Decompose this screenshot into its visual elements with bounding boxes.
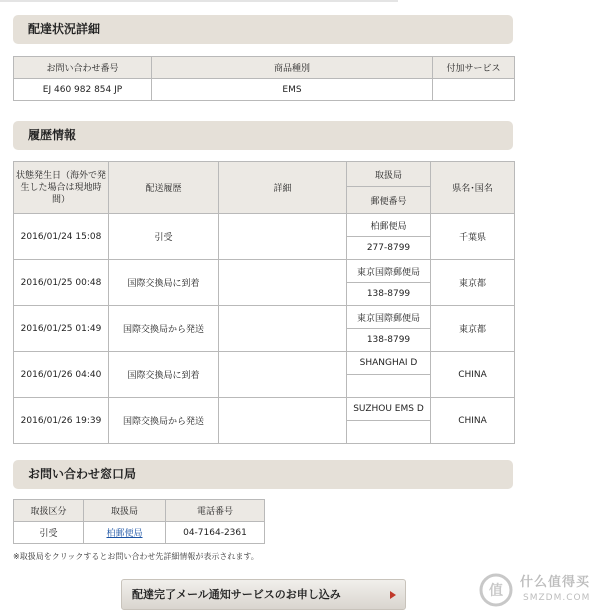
contact-office-cell — [84, 522, 166, 544]
history-status: 国際交換局に到着 — [109, 352, 219, 398]
contact-category: 引受 — [14, 522, 84, 544]
header-item-type: 商品種別 — [152, 57, 433, 79]
history-detail — [219, 260, 347, 306]
history-postal: 138-8799 — [347, 283, 431, 306]
header-office: 取扱局 — [347, 162, 431, 187]
history-detail — [219, 398, 347, 444]
header-date: 状態発生日（海外で発生した場合は現地時間） — [14, 162, 109, 214]
history-date: 2016/01/26 04:40 — [14, 352, 109, 398]
contact-table — [13, 499, 265, 544]
history-status: 国際交換局に到着 — [109, 260, 219, 306]
contact-phone: 04-7164-2361 — [166, 522, 265, 544]
smzdm-logo-icon — [474, 571, 518, 609]
header-detail: 詳細 — [219, 162, 347, 214]
office-note: ※取扱局をクリックするとお問い合わせ先詳細情報が表示されます。 — [13, 552, 259, 561]
header-phone: 電話番号 — [166, 500, 265, 522]
additional-service — [433, 79, 515, 101]
history-detail — [219, 214, 347, 260]
svg-text:值: 值 — [489, 583, 503, 599]
watermark-text: 什么值得买 — [520, 575, 591, 590]
header-status: 配送履歴 — [109, 162, 219, 214]
contact-header: お問い合わせ窓口局 — [13, 460, 513, 489]
tracking-number: EJ 460 982 854 JP — [14, 79, 152, 101]
history-status: 引受 — [109, 214, 219, 260]
history-header: 履歴情報 — [13, 121, 513, 150]
header-region: 県名･国名 — [431, 162, 515, 214]
history-postal — [347, 375, 431, 398]
history-region: 東京都 — [431, 306, 515, 352]
office-link[interactable]: 柏郵便局 — [106, 529, 143, 539]
delivery-detail-table — [13, 56, 515, 101]
mail-notification-label: 配達完了メール通知サービスのお申し込み — [132, 588, 341, 601]
history-region: 東京都 — [431, 260, 515, 306]
history-office: SUZHOU EMS D — [347, 398, 431, 421]
history-detail — [219, 306, 347, 352]
header-additional-service: 付加サービス — [433, 57, 515, 79]
history-date: 2016/01/25 01:49 — [14, 306, 109, 352]
history-office: SHANGHAI D — [347, 352, 431, 375]
history-date: 2016/01/26 19:39 — [14, 398, 109, 444]
history-postal: 138-8799 — [347, 329, 431, 352]
top-divider — [0, 0, 398, 2]
history-postal — [347, 421, 431, 444]
history-office: 柏郵便局 — [347, 214, 431, 237]
history-office: 東京国際郵便局 — [347, 260, 431, 283]
header-contact-office: 取扱局 — [84, 500, 166, 522]
header-postal: 郵便番号 — [347, 187, 431, 214]
history-status: 国際交換局から発送 — [109, 306, 219, 352]
item-type: EMS — [152, 79, 433, 101]
watermark-subtext: SMZDM.COM — [523, 593, 591, 603]
history-office: 東京国際郵便局 — [347, 306, 431, 329]
history-postal: 277-8799 — [347, 237, 431, 260]
history-date: 2016/01/24 15:08 — [14, 214, 109, 260]
history-status: 国際交換局から発送 — [109, 398, 219, 444]
history-table — [13, 161, 515, 444]
history-region: CHINA — [431, 398, 515, 444]
history-date: 2016/01/25 00:48 — [14, 260, 109, 306]
header-inquiry-number: お問い合わせ番号 — [14, 57, 152, 79]
history-region: 千葉県 — [431, 214, 515, 260]
delivery-detail-header: 配達状況詳細 — [13, 15, 513, 44]
history-detail — [219, 352, 347, 398]
mail-notification-button[interactable] — [121, 579, 406, 610]
header-category: 取扱区分 — [14, 500, 84, 522]
arrow-right-icon — [390, 591, 396, 599]
history-region: CHINA — [431, 352, 515, 398]
